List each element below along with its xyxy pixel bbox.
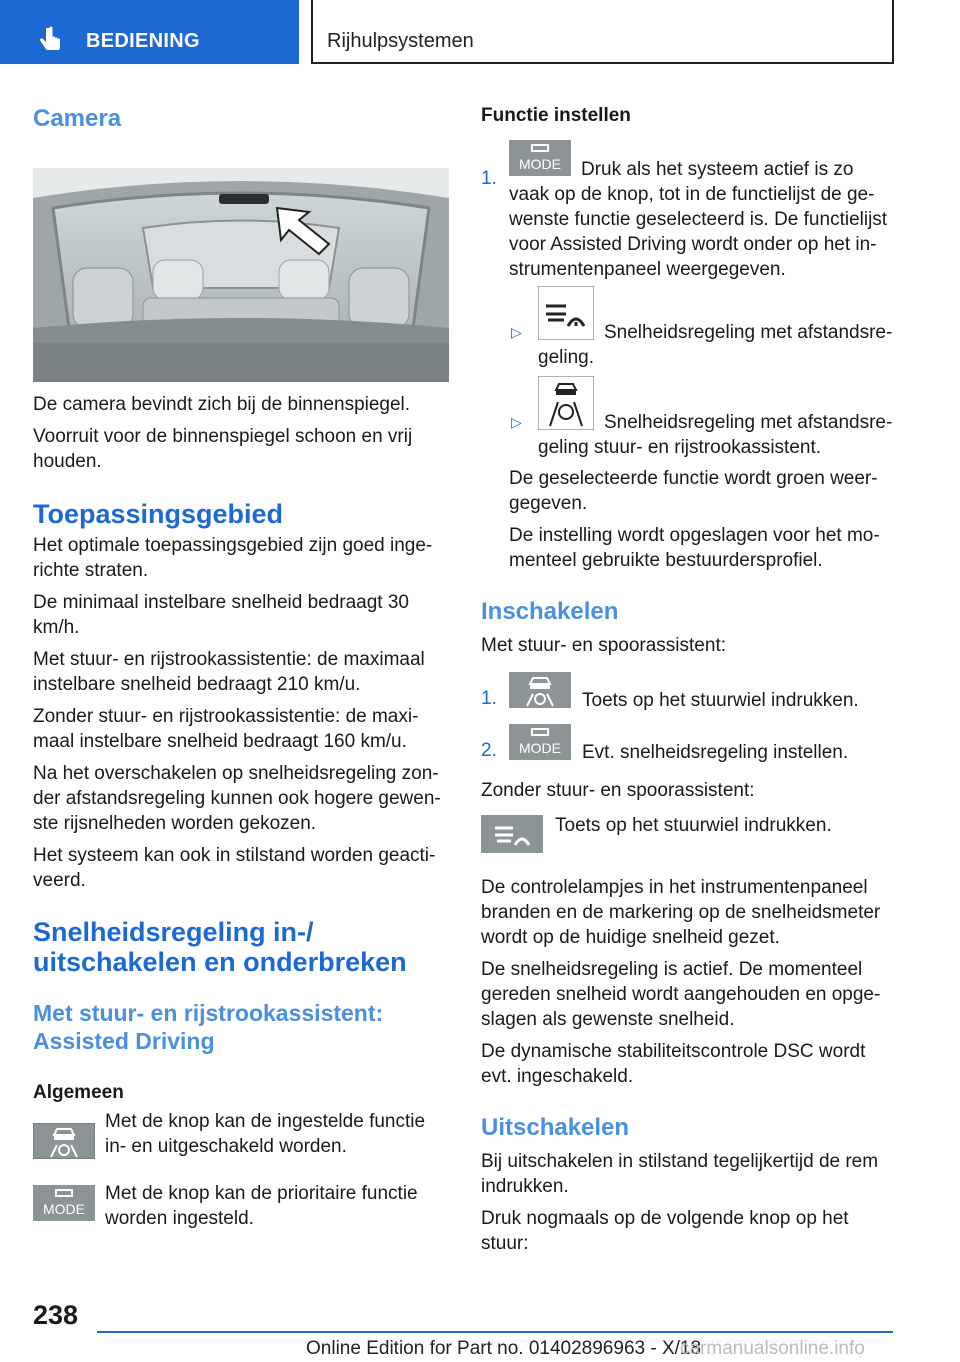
option-1 <box>481 286 897 370</box>
option-1-text: Snelheidsregeling met afstandsre-geling. <box>538 322 893 368</box>
distance-control-button-icon <box>481 815 543 853</box>
mode-button-icon <box>33 1185 95 1221</box>
option-2-text: Snelheidsregeling met afstandsre-geling stuur- en rijstrookassistent. <box>538 412 893 458</box>
toep-paragraph-1: Het optimale toepassingsgebied zijn goed inge-richte straten. <box>33 535 433 581</box>
right-column <box>481 100 897 1256</box>
inschakelen-row-toets <box>481 813 897 871</box>
option-2-triangle-icon: ▷ <box>511 414 522 430</box>
section-label: BEDIENING <box>86 30 200 52</box>
left-column <box>33 100 449 1241</box>
inschakelen-step-2-number: 2. <box>481 740 497 761</box>
toep-paragraph-4: Zonder stuur- en rijstrookassistentie: de maxi-maal instelbare snelheid bedraagt 160 km/u. <box>33 706 419 752</box>
functie-instellen-heading: Functie instellen <box>481 105 631 126</box>
camera-paragraph-1: De camera bevindt zich bij de binnenspiegel. <box>33 394 411 415</box>
inschakelen-step-1-text: Toets op het stuurwiel indrukken. <box>582 690 859 711</box>
selection-paragraph-2: De instelling wordt opgeslagen voor het mo-menteel gebruikte bestuurdersprofiel. <box>509 525 880 571</box>
assisted-driving-heading-line2: Assisted Driving <box>33 1028 215 1054</box>
step-1-text: Druk als het systeem actief is zo vaak op de knop, tot in de functielijst de ge-wenste functie geselecteerd is. De functielijst voor Assisted Driving wordt onder op het in-strumentenpaneel weergegeven. <box>509 159 888 280</box>
hand-pointer-icon <box>38 26 62 54</box>
toepassingsgebied-heading: Toepassingsgebied <box>33 499 284 529</box>
uitschakelen-paragraph-2: Druk nogmaals op de volgende knop op het stuur: <box>481 1208 849 1254</box>
section-tab <box>0 0 299 64</box>
page-number: 238 <box>33 1300 79 1330</box>
toep-paragraph-2: De minimaal instelbare snelheid bedraagt 30 km/h. <box>33 592 410 638</box>
assisted-driving-button-icon <box>33 1123 95 1159</box>
snelheidsregeling-heading-line1: Snelheidsregeling in-/ <box>33 917 314 947</box>
chapter-header <box>311 0 894 64</box>
inschakelen-step-2-text: Evt. snelheidsregeling instellen. <box>582 742 849 763</box>
mode-icon-label: MODE <box>519 740 561 756</box>
inschakelen-step-1 <box>481 672 897 722</box>
inschakelen-paragraph-6: De dynamische stabiliteitscontrole DSC wordt evt. ingeschakeld. <box>481 1041 866 1087</box>
alg-paragraph-2: Met de knop kan de prioritaire functie worden ingesteld. <box>105 1183 418 1229</box>
algemeen-heading: Algemeen <box>33 1082 124 1103</box>
footer-watermark: carmanualsonline.info <box>680 1338 865 1359</box>
toep-paragraph-6: Het systeem kan ook in stilstand worden geacti-veerd. <box>33 845 436 891</box>
footer-divider <box>97 1331 893 1333</box>
toep-paragraph-3: Met stuur- en rijstrookassistentie: de maximaal instelbare snelheid bedraagt 210 km/u. <box>33 649 425 695</box>
inschakelen-heading: Inschakelen <box>481 598 619 625</box>
camera-paragraph-2: Voorruit voor de binnenspiegel schoon en vrij houden. <box>33 426 413 472</box>
footer-edition: Online Edition for Part no. 01402896963 - X/18 <box>306 1338 702 1359</box>
uitschakelen-paragraph-1: Bij uitschakelen in stilstand tegelijkertijd de rem indrukken. <box>481 1151 879 1197</box>
mode-icon-label: MODE <box>43 1201 85 1217</box>
mode-button-icon <box>509 724 571 760</box>
inschakelen-paragraph-3: Toets op het stuurwiel indrukken. <box>555 815 832 836</box>
mode-icon-label: MODE <box>519 156 561 172</box>
chapter-title: Rijhulpsystemen <box>327 30 474 52</box>
inschakelen-paragraph-2: Zonder stuur- en spoorassistent: <box>481 780 755 801</box>
inschakelen-paragraph-1: Met stuur- en spoorassistent: <box>481 635 726 656</box>
inschakelen-paragraph-5: De snelheidsregeling is actief. De momenteel gereden snelheid wordt aangehouden en opge-slagen als gewenste snelheid. <box>481 959 881 1030</box>
alg-row-1 <box>33 1109 449 1169</box>
uitschakelen-heading: Uitschakelen <box>481 1114 630 1141</box>
selection-paragraph-1: De geselecteerde functie wordt groen weer-gegeven. <box>509 468 878 514</box>
option-2 <box>481 376 897 462</box>
inschakelen-paragraph-4: De controlelampjes in het instrumentenpaneel branden en de markering op de snelheidsmeter wordt op de huidige snelheid gezet. <box>481 877 881 948</box>
toep-paragraph-5: Na het overschakelen op snelheidsregeling zon-der afstandsregeling kunnen ook hogere gewen-ste rijsnelheden worden gekozen. <box>33 763 441 834</box>
inschakelen-step-2 <box>481 724 897 774</box>
assisted-driving-heading-line1: Met stuur- en rijstrookassistent: <box>33 1000 384 1026</box>
option-1-triangle-icon: ▷ <box>511 324 522 340</box>
inschakelen-step-1-number: 1. <box>481 688 497 709</box>
step-1 <box>481 140 897 280</box>
snelheidsregeling-heading-line2: uitschakelen en onderbreken <box>33 947 407 977</box>
assisted-driving-button-icon <box>509 672 571 708</box>
alg-row-2 <box>33 1181 449 1241</box>
alg-paragraph-1: Met de knop kan de ingestelde functie in- en uitgeschakeld worden. <box>105 1111 426 1157</box>
camera-heading: Camera <box>33 105 122 132</box>
camera-photo <box>33 168 449 382</box>
step-1-number: 1. <box>481 168 497 189</box>
